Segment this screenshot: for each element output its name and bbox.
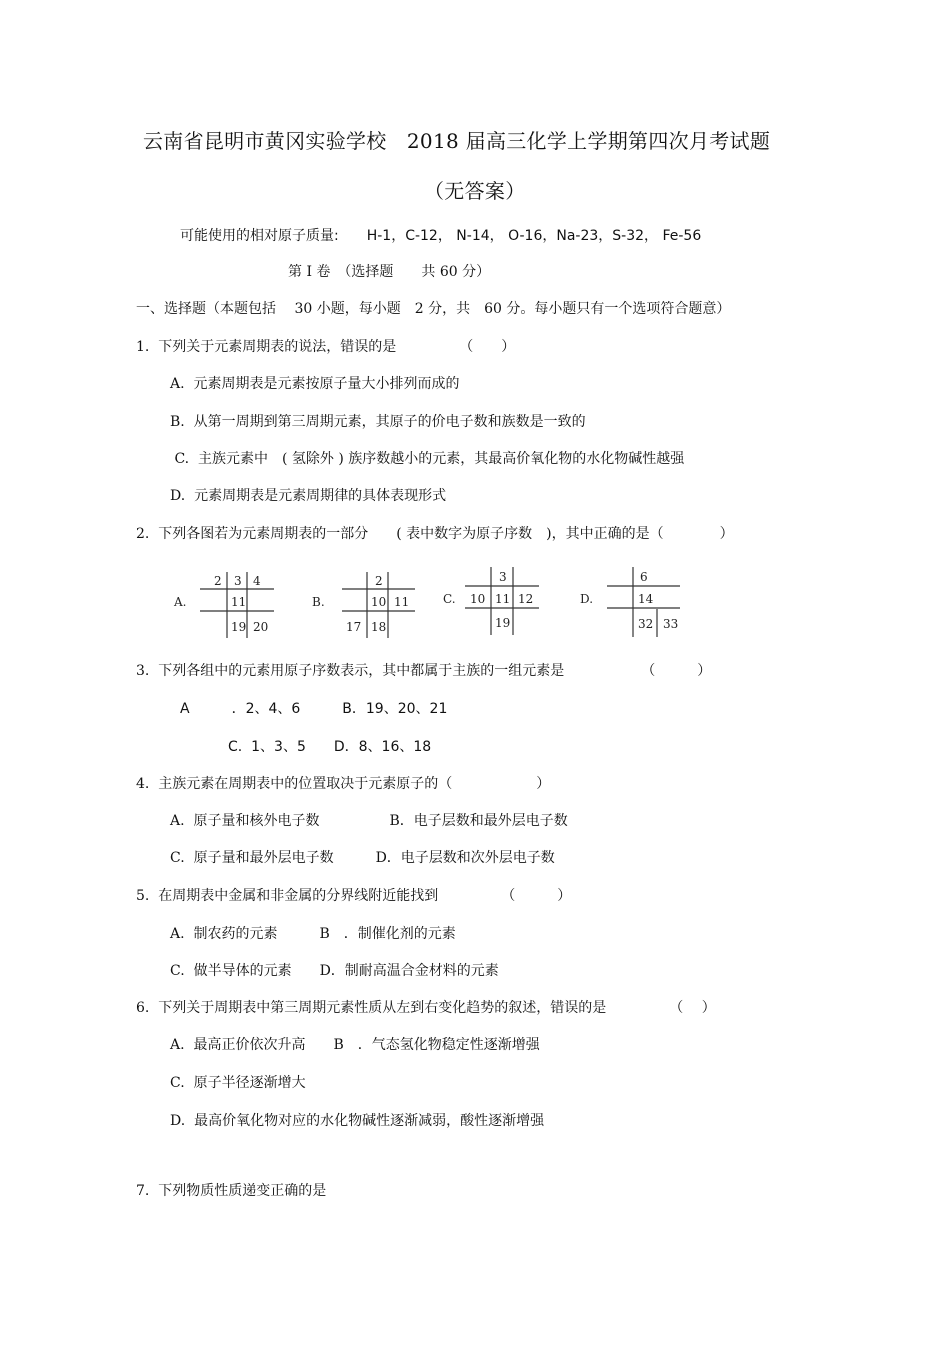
section-header: 一、选择题（本题包括 30 小题，每小题 2 分，共 60 分。每小题只有一个选项符合题意） xyxy=(136,301,731,317)
figure-c-cell: 10 xyxy=(470,592,486,606)
figure-b-cell: 11 xyxy=(394,595,410,609)
question-4-options-row1: A. 原子量和核外电子数 B．电子层数和最外层电子数 xyxy=(170,813,568,829)
question-1-option-a: A. 元素周期表是元素按原子量大小排列而成的 xyxy=(170,376,460,392)
figure-d-label: D. xyxy=(580,592,594,606)
question-6-option-d: D. 最高价氧化物对应的水化物碱性逐渐减弱，酸性逐渐增强 xyxy=(170,1113,545,1129)
question-6-options-row1: A. 最高正价依次升高 B ．气态氢化物稳定性逐渐增强 xyxy=(170,1037,540,1053)
atomic-masses-line: 可能使用的相对原子质量: H-1，C-12， N-14， O-16，Na-23，S-32， Fe-56 xyxy=(180,228,702,244)
exam-title-line2: （无答案） xyxy=(424,179,526,203)
figure-a-label: A. xyxy=(174,595,187,609)
figure-b-periodic-fragment xyxy=(312,570,422,646)
figure-c-cell: 11 xyxy=(495,592,511,606)
question-3-options-row1: A ．2、4、6 B．19、20、21 xyxy=(180,701,448,717)
question-5-options-row1: A. 制农药的元素 B ．制催化剂的元素 xyxy=(170,926,456,942)
figure-a-cell: 20 xyxy=(253,620,269,634)
figure-d-cell: 32 xyxy=(638,617,654,631)
question-3-options-row2: C. 1、3、5 D．8、16、18 xyxy=(228,739,432,755)
figure-d-cell: 6 xyxy=(640,570,648,584)
figure-d-cell: 33 xyxy=(663,617,679,631)
question-4-stem: 4. 主族元素在周期表中的位置取决于元素原子的（ ） xyxy=(136,776,551,792)
figure-b-cell: 18 xyxy=(371,620,387,634)
figure-b-cell: 17 xyxy=(346,620,362,634)
figure-c-cell: 3 xyxy=(499,570,507,584)
figure-b-cell: 10 xyxy=(371,595,387,609)
question-1-option-b: B. 从第一周期到第三周期元素，其原子的价电子数和族数是一致的 xyxy=(170,414,586,430)
figure-b-label: B. xyxy=(312,595,325,609)
question-6-stem: 6. 下列关于周期表中第三周期元素性质从左到右变化趋势的叙述，错误的是 （ ） xyxy=(136,1000,716,1016)
question-1-option-c: C. 主族元素中 ( 氢除外 ) 族序数越小的元素，其最高价氧化物的水化物碱性越强 xyxy=(170,451,685,467)
figure-d-cell: 14 xyxy=(638,592,654,606)
figure-a-cell: 11 xyxy=(231,595,247,609)
figure-a-cell: 4 xyxy=(253,574,261,588)
figure-c-periodic-fragment xyxy=(443,565,553,641)
question-1-stem: 1. 下列关于元素周期表的说法，错误的是 （ ） xyxy=(136,339,516,355)
volume-header: 第 Ⅰ 卷 （选择题 共 60 分） xyxy=(288,264,491,280)
question-1-option-d: D. 元素周期表是元素周期律的具体表现形式 xyxy=(170,488,447,504)
question-6-option-c: C. 原子半径逐渐增大 xyxy=(170,1075,306,1091)
question-5-options-row2: C. 做半导体的元素 D．制耐高温合金材料的元素 xyxy=(170,963,499,979)
question-3-stem: 3. 下列各组中的元素用原子序数表示，其中都属于主族的一组元素是 （ ） xyxy=(136,663,712,679)
figure-c-cell: 12 xyxy=(518,592,534,606)
question-4-options-row2: C. 原子量和最外层电子数 D．电子层数和次外层电子数 xyxy=(170,850,555,866)
figure-a-cell: 2 xyxy=(214,574,222,588)
figure-a-cell: 3 xyxy=(234,574,242,588)
figure-b-cell: 2 xyxy=(375,574,383,588)
question-2-stem: 2. 下列各图若为元素周期表的一部分 ( 表中数字为原子序数 )，其中正确的是（ ） xyxy=(136,526,734,542)
figure-c-label: C. xyxy=(443,592,456,606)
figure-d-periodic-fragment xyxy=(580,565,690,643)
exam-title-line1: 云南省昆明市黄冈实验学校 2018 届高三化学上学期第四次月考试题 xyxy=(143,129,771,153)
figure-a-periodic-fragment xyxy=(174,570,284,646)
question-7-stem: 7. 下列物质性质递变正确的是 xyxy=(136,1183,327,1199)
figure-a-cell: 19 xyxy=(231,620,247,634)
figure-c-cell: 19 xyxy=(495,616,511,630)
question-5-stem: 5. 在周期表中金属和非金属的分界线附近能找到 （ ） xyxy=(136,888,572,904)
